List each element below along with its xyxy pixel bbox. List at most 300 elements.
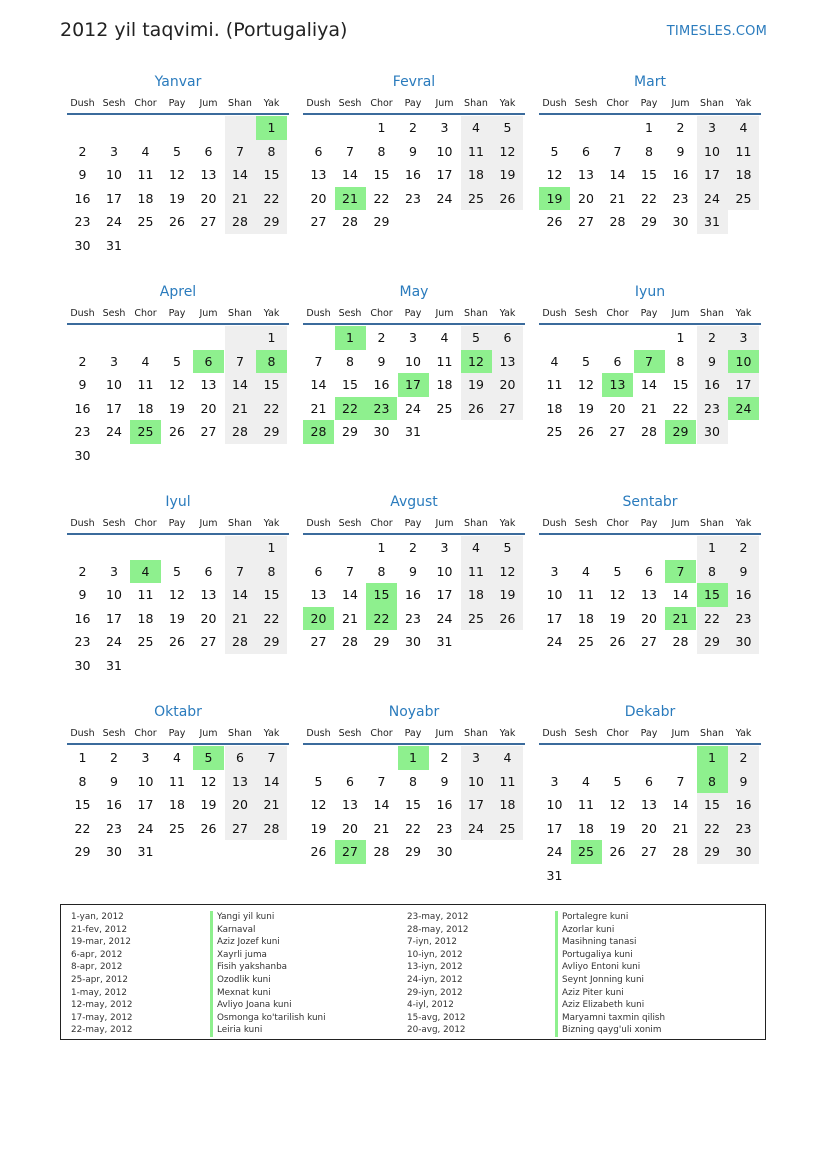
holiday-legend	[60, 904, 766, 1040]
month-name: Yanvar	[154, 74, 202, 90]
day-cell: 9	[409, 563, 417, 579]
empty-cell	[99, 536, 130, 560]
day-cell: 28	[641, 424, 657, 440]
day-cell: 20	[641, 610, 657, 626]
empty-cell	[193, 326, 224, 350]
weekday-label: Sesh	[102, 97, 126, 109]
day-cell: 6	[204, 563, 213, 579]
day-cell: 8	[256, 140, 287, 164]
empty-cell	[303, 116, 334, 140]
day-cell: 27	[200, 634, 217, 650]
holiday-day-cell: 10	[728, 350, 759, 374]
day-cell: 27	[641, 634, 657, 650]
day-cell: 19	[169, 610, 185, 626]
day-cell: 2	[377, 330, 386, 346]
legend-holiday-name: Aziz Jozef kuni	[210, 936, 326, 949]
weekday-header	[67, 306, 289, 320]
day-cell: 18	[137, 190, 154, 206]
legend-date: 22-may, 2012	[71, 1025, 133, 1036]
day-cell: 29	[697, 630, 728, 654]
day-cell: 23	[74, 214, 91, 230]
month-name: Dekabr	[624, 704, 676, 720]
day-cell: 15	[672, 377, 689, 393]
weekday-label: Sesh	[574, 97, 598, 109]
day-cell: 24	[436, 190, 453, 206]
day-cell: 11	[137, 167, 154, 183]
weekday-label: Chor	[606, 727, 629, 739]
day-cell: 29	[405, 844, 421, 860]
month-name: Noyabr	[388, 704, 440, 720]
empty-cell	[728, 210, 759, 234]
legend-holiday-name: Ozodlik kuni	[210, 974, 326, 987]
weekday-label: Shan	[700, 517, 724, 529]
day-cell: 16	[436, 797, 453, 813]
empty-cell	[539, 746, 570, 770]
day-cell: 4	[141, 353, 150, 369]
day-cell: 15	[74, 797, 91, 813]
day-cell: 9	[440, 773, 449, 789]
day-cell: 17	[436, 167, 453, 183]
empty-cell	[256, 234, 287, 258]
empty-cell	[571, 116, 602, 140]
day-cell: 1	[256, 326, 287, 350]
day-cell: 28	[672, 634, 689, 650]
day-cell: 9	[78, 587, 87, 603]
day-cell: 19	[578, 400, 594, 416]
day-cell: 26	[169, 634, 185, 650]
month-fevral	[303, 74, 525, 234]
empty-cell	[335, 536, 366, 560]
day-cell: 29	[342, 424, 358, 440]
day-cell: 13	[225, 770, 256, 794]
weekday-label: Sesh	[102, 727, 126, 739]
day-cell: 19	[310, 820, 327, 836]
empty-cell	[130, 536, 161, 560]
empty-cell	[634, 864, 665, 888]
month-name: May	[399, 284, 429, 300]
day-cell: 11	[578, 587, 594, 603]
weekday-label: Yak	[499, 307, 516, 319]
month-noyabr	[303, 704, 525, 864]
empty-cell	[67, 536, 98, 560]
day-cell: 14	[342, 587, 358, 603]
day-cell: 16	[405, 167, 421, 183]
day-cell: 30	[373, 424, 390, 440]
empty-cell	[634, 746, 665, 770]
day-cell: 24	[546, 634, 563, 650]
empty-cell	[571, 536, 602, 560]
weekday-label: Pay	[404, 727, 422, 739]
weekday-label: Yak	[735, 517, 752, 529]
weekday-label: Pay	[404, 517, 422, 529]
weekday-label: Sesh	[338, 307, 362, 319]
weekday-label: Jum	[671, 517, 690, 529]
weekday-label: Shan	[700, 97, 724, 109]
weekday-label: Chor	[134, 517, 157, 529]
weekday-label: Pay	[640, 97, 658, 109]
weekday-label: Jum	[435, 307, 454, 319]
empty-cell	[461, 630, 492, 654]
weekday-label: Chor	[370, 517, 393, 529]
header-rule	[303, 113, 525, 115]
day-cell: 14	[641, 377, 657, 393]
holiday-day-cell: 15	[366, 583, 397, 607]
day-cell: 7	[314, 353, 323, 369]
weekday-label: Pay	[168, 727, 186, 739]
weekday-label: Shan	[228, 307, 252, 319]
empty-cell	[492, 840, 523, 864]
day-cell: 19	[461, 373, 492, 397]
empty-cell	[728, 864, 759, 888]
empty-cell	[303, 746, 334, 770]
month-name: Fevral	[392, 74, 436, 90]
weekday-label: Chor	[370, 307, 393, 319]
empty-cell	[162, 326, 193, 350]
month-iyun	[539, 284, 761, 444]
empty-cell	[130, 116, 161, 140]
day-cell: 18	[461, 163, 492, 187]
weekday-label: Pay	[168, 517, 186, 529]
empty-cell	[697, 864, 728, 888]
day-cell: 5	[492, 536, 523, 560]
day-cell: 7	[225, 350, 256, 374]
empty-cell	[602, 326, 633, 350]
legend-holiday-name: Azorlar kuni	[555, 924, 665, 937]
month-sentabr	[539, 494, 761, 654]
day-cell: 6	[225, 746, 256, 770]
legend-date: 17-may, 2012	[71, 1012, 133, 1023]
day-cell: 3	[110, 143, 118, 159]
day-cell: 22	[373, 190, 390, 206]
empty-cell	[67, 326, 98, 350]
header-rule	[539, 113, 761, 115]
day-cell: 23	[405, 190, 421, 206]
day-cell: 18	[169, 797, 185, 813]
weekday-label: Jum	[671, 727, 690, 739]
day-cell: 28	[373, 844, 390, 860]
legend-date: 23-may, 2012	[407, 912, 469, 922]
holiday-day-cell: 25	[571, 840, 602, 864]
day-cell: 25	[436, 400, 453, 416]
empty-cell	[335, 116, 366, 140]
day-cell: 5	[582, 353, 590, 369]
legend-date: 20-avg, 2012	[407, 1025, 466, 1036]
day-cell: 15	[697, 793, 728, 817]
holiday-day-cell: 28	[303, 420, 334, 444]
day-cell: 30	[106, 844, 122, 860]
holiday-day-cell: 27	[335, 840, 366, 864]
day-cell: 5	[173, 563, 181, 579]
day-cell: 31	[436, 634, 453, 650]
weekday-label: Shan	[228, 517, 252, 529]
empty-cell	[99, 326, 130, 350]
day-cell: 17	[106, 610, 122, 626]
day-cell: 13	[578, 167, 594, 183]
day-cell: 8	[377, 143, 386, 159]
day-cell: 4	[461, 536, 492, 560]
day-cell: 21	[672, 820, 689, 836]
month-name: Aprel	[159, 284, 197, 300]
day-cell: 23	[728, 607, 759, 631]
day-cell: 20	[609, 400, 626, 416]
day-cell: 1	[697, 536, 728, 560]
empty-cell	[492, 210, 523, 234]
day-cell: 24	[137, 820, 154, 836]
month-iyul	[67, 494, 289, 677]
empty-cell	[162, 654, 193, 678]
day-cell: 28	[225, 630, 256, 654]
day-cell: 8	[78, 773, 87, 789]
empty-cell	[162, 116, 193, 140]
day-cell: 18	[578, 610, 594, 626]
day-cell: 8	[697, 560, 728, 584]
day-cell: 12	[169, 377, 185, 393]
day-cell: 30	[728, 840, 759, 864]
weekday-label: Dush	[306, 97, 331, 109]
day-cell: 9	[78, 167, 87, 183]
day-cell: 1	[377, 120, 386, 136]
weekday-label: Sesh	[574, 727, 598, 739]
weekday-header	[539, 516, 761, 530]
day-cell: 14	[225, 373, 256, 397]
day-cell: 28	[342, 634, 358, 650]
weekday-label: Chor	[370, 727, 393, 739]
weekday-label: Shan	[464, 307, 488, 319]
weekday-label: Chor	[606, 97, 629, 109]
day-cell: 10	[436, 143, 453, 159]
day-cell: 3	[697, 116, 728, 140]
day-cell: 14	[672, 797, 689, 813]
day-cell: 25	[492, 817, 523, 841]
day-cell: 24	[405, 400, 421, 416]
weekday-label: Yak	[735, 97, 752, 109]
day-cell: 26	[310, 844, 327, 860]
day-cell: 30	[74, 237, 91, 253]
day-cell: 15	[256, 373, 287, 397]
day-cell: 19	[492, 583, 523, 607]
day-cell: 22	[697, 817, 728, 841]
header-rule	[303, 743, 525, 745]
day-cell: 26	[492, 607, 523, 631]
weekday-label: Chor	[134, 97, 157, 109]
day-grid	[539, 116, 761, 234]
header-rule	[67, 113, 289, 115]
day-cell: 12	[169, 587, 185, 603]
weekday-label: Sesh	[338, 517, 362, 529]
day-cell: 26	[169, 424, 185, 440]
day-cell: 21	[373, 820, 390, 836]
day-cell: 28	[342, 214, 358, 230]
weekday-label: Pay	[168, 307, 186, 319]
day-cell: 14	[225, 163, 256, 187]
holiday-day-cell: 17	[398, 373, 429, 397]
day-cell: 13	[310, 167, 327, 183]
empty-cell	[634, 536, 665, 560]
day-cell: 29	[373, 214, 390, 230]
weekday-label: Dush	[70, 727, 95, 739]
day-grid	[303, 746, 525, 864]
day-cell: 28	[225, 420, 256, 444]
day-grid	[67, 536, 289, 677]
day-cell: 30	[672, 214, 689, 230]
month-name: Iyun	[634, 284, 666, 300]
day-cell: 10	[106, 587, 122, 603]
day-cell: 14	[672, 587, 689, 603]
day-cell: 28	[256, 817, 287, 841]
day-cell: 16	[728, 583, 759, 607]
day-cell: 6	[314, 143, 323, 159]
weekday-label: Yak	[735, 727, 752, 739]
month-mart	[539, 74, 761, 234]
weekday-label: Yak	[499, 727, 516, 739]
day-cell: 4	[461, 116, 492, 140]
day-cell: 18	[137, 400, 154, 416]
day-cell: 2	[78, 143, 87, 159]
day-cell: 5	[613, 773, 622, 789]
day-cell: 6	[204, 143, 213, 159]
day-cell: 21	[342, 610, 358, 626]
legend-holiday-name: Avliyo Entoni kuni	[555, 961, 665, 974]
legend-date: 1-may, 2012	[71, 987, 127, 998]
empty-cell	[193, 536, 224, 560]
day-cell: 6	[346, 773, 354, 789]
empty-cell	[303, 326, 334, 350]
day-cell: 7	[225, 560, 256, 584]
day-cell: 9	[409, 143, 417, 159]
day-cell: 2	[409, 540, 417, 556]
day-cell: 19	[609, 820, 626, 836]
day-cell: 12	[609, 587, 626, 603]
weekday-label: Jum	[671, 307, 690, 319]
day-cell: 25	[728, 187, 759, 211]
day-cell: 5	[461, 326, 492, 350]
day-cell: 14	[373, 797, 390, 813]
holiday-day-cell: 24	[728, 397, 759, 421]
day-cell: 26	[609, 844, 626, 860]
weekday-label: Jum	[435, 517, 454, 529]
day-cell: 3	[461, 746, 492, 770]
day-cell: 9	[728, 560, 759, 584]
weekday-label: Jum	[671, 97, 690, 109]
empty-cell	[366, 746, 397, 770]
day-cell: 2	[676, 120, 685, 136]
day-cell: 31	[137, 844, 154, 860]
day-cell: 16	[672, 167, 689, 183]
day-grid	[67, 326, 289, 467]
month-avgust	[303, 494, 525, 654]
weekday-label: Yak	[263, 307, 280, 319]
empty-cell	[256, 444, 287, 468]
day-cell: 7	[377, 773, 386, 789]
day-cell: 9	[676, 143, 685, 159]
weekday-label: Jum	[435, 97, 454, 109]
day-cell: 15	[256, 163, 287, 187]
holiday-day-cell: 22	[366, 607, 397, 631]
day-cell: 22	[641, 190, 657, 206]
day-cell: 1	[645, 120, 653, 136]
weekday-header	[67, 96, 289, 110]
day-cell: 13	[200, 377, 217, 393]
day-cell: 29	[256, 630, 287, 654]
empty-cell	[130, 444, 161, 468]
day-cell: 4	[492, 746, 523, 770]
day-cell: 5	[492, 116, 523, 140]
holiday-day-cell: 15	[697, 583, 728, 607]
day-cell: 20	[225, 793, 256, 817]
day-cell: 16	[106, 797, 122, 813]
day-cell: 16	[74, 400, 91, 416]
day-cell: 9	[697, 350, 728, 374]
day-grid	[67, 746, 289, 864]
weekday-label: Yak	[263, 517, 280, 529]
empty-cell	[130, 326, 161, 350]
day-cell: 30	[436, 844, 453, 860]
day-cell: 28	[609, 214, 626, 230]
day-cell: 27	[578, 214, 594, 230]
day-cell: 2	[728, 746, 759, 770]
empty-cell	[461, 420, 492, 444]
day-cell: 2	[697, 326, 728, 350]
weekday-label: Shan	[464, 517, 488, 529]
day-cell: 7	[346, 563, 354, 579]
day-cell: 18	[492, 793, 523, 817]
day-cell: 3	[409, 330, 417, 346]
day-grid	[539, 326, 761, 444]
site-link[interactable]: TIMESLES.COM	[666, 24, 767, 39]
legend-holiday-name: Karnaval	[210, 924, 326, 937]
day-cell: 30	[74, 657, 91, 673]
weekday-label: Chor	[606, 307, 629, 319]
empty-cell	[162, 840, 193, 864]
header-rule	[67, 323, 289, 325]
day-cell: 26	[169, 214, 185, 230]
legend-holiday-name: Seynt Jonning kuni	[555, 974, 665, 987]
header-rule	[539, 533, 761, 535]
day-cell: 29	[373, 634, 390, 650]
day-grid	[539, 536, 761, 654]
weekday-label: Shan	[464, 727, 488, 739]
day-cell: 14	[609, 167, 626, 183]
day-cell: 25	[578, 634, 594, 650]
legend-holiday-name: Aziz Elizabeth kuni	[555, 999, 665, 1012]
legend-dates-col-2	[407, 911, 469, 1037]
weekday-label: Sesh	[574, 307, 598, 319]
day-cell: 17	[106, 190, 122, 206]
empty-cell	[602, 536, 633, 560]
legend-holiday-name: Maryamni taxmin qilish	[555, 1012, 665, 1025]
empty-cell	[225, 234, 256, 258]
weekday-header	[67, 726, 289, 740]
legend-date: 6-apr, 2012	[71, 949, 123, 960]
day-cell: 11	[461, 560, 492, 584]
day-cell: 24	[697, 187, 728, 211]
day-grid	[303, 116, 525, 234]
day-cell: 19	[169, 190, 185, 206]
day-cell: 27	[609, 424, 626, 440]
day-cell: 23	[672, 190, 689, 206]
day-cell: 7	[676, 773, 685, 789]
day-cell: 21	[310, 400, 327, 416]
day-cell: 9	[78, 377, 87, 393]
holiday-day-cell: 7	[634, 350, 665, 374]
empty-cell	[571, 326, 602, 350]
day-cell: 23	[106, 820, 122, 836]
day-cell: 27	[641, 844, 657, 860]
day-cell: 28	[225, 210, 256, 234]
day-cell: 27	[200, 214, 217, 230]
weekday-label: Yak	[499, 517, 516, 529]
day-cell: 1	[256, 536, 287, 560]
